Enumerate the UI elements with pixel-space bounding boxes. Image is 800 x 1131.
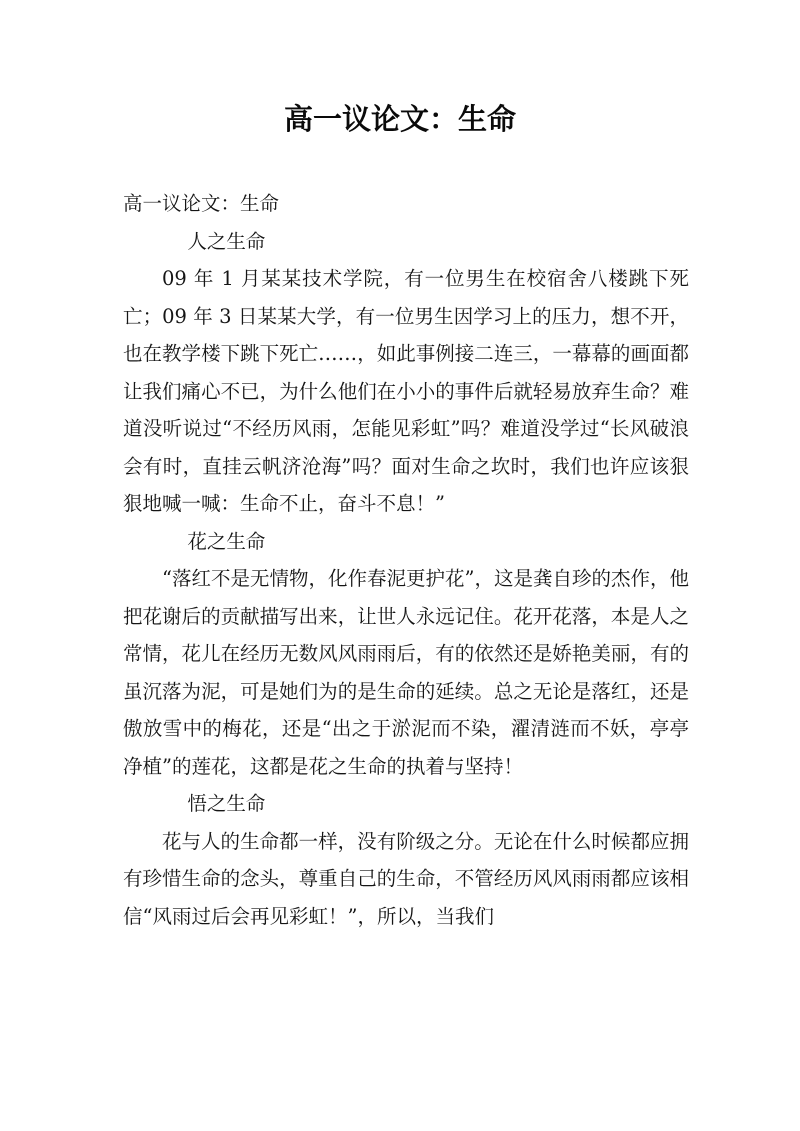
section-heading-insight-life: 悟之生命 xyxy=(187,792,266,815)
document-title: 高一议论文：生命 xyxy=(283,102,516,136)
section-paragraph-insight-life: 花与人的生命都一样，没有阶级之分。无论在什么时候都应拥有珍惜生命的念头，尊重自己的生命，不管经历风风雨雨都应该相信“风雨过后会再见彩虹！”，所以，当我们 xyxy=(123,829,689,928)
section-paragraph-human-life: 09 年 1 月某某技术学院，有一位男生在校宿舍八楼跳下死亡；09 年 3 日某某大学，有一位男生因学习上的压力，想不开，也在教学楼下跳下死亡……，如此事例接二连三，一幕幕的画面都让我们痛心不已，为什么他们在小小的事件后就轻易放弃生命？难道没听说过“不经历风雨，怎能见彩虹”吗？难道没学过“长风破浪会有时，直挂云帆济沧海”吗？面对生命之坎时，我们也许应该狠狠地喊一喊：生命不止，奋斗不息！” xyxy=(123,267,689,515)
section-paragraph-flower-life: “落红不是无情物，化作春泥更护花”，这是龚自珍的杰作，他把花谢后的贡献描写出来，让世人永远记住。花开花落，本是人之常情，花儿在经历无数风风雨雨后，有的依然还是娇艳美丽，有的虽沉落为泥，可是她们为的是生命的延续。总之无论是落红，还是傲放雪中的梅花，还是“出之于淤泥而不染，濯清涟而不妖，亭亭净植”的莲花，这都是花之生命的执着与坚持！ xyxy=(123,567,689,778)
document-body xyxy=(123,185,689,935)
section-heading-human-life: 人之生命 xyxy=(187,229,266,253)
section-heading-flower-life: 花之生命 xyxy=(187,529,266,553)
document-subtitle: 高一议论文：生命 xyxy=(123,192,280,215)
